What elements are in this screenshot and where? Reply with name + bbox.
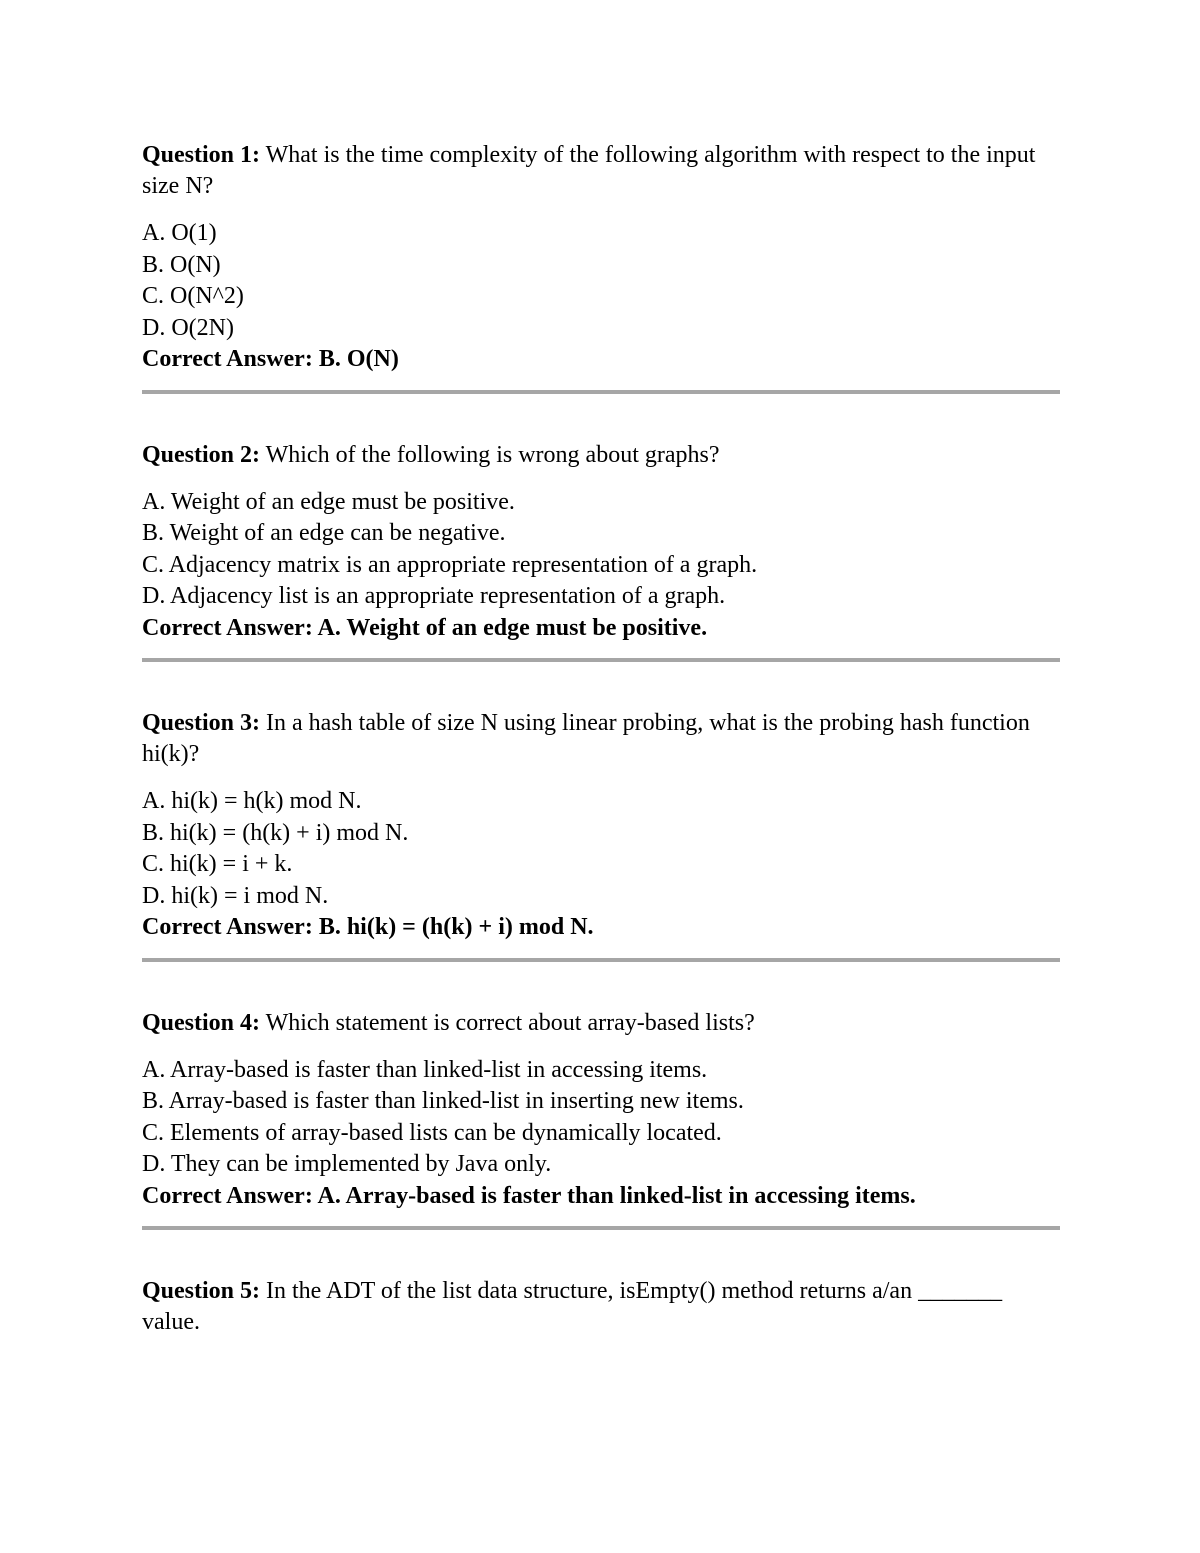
question-4-options bbox=[142, 1055, 1060, 1181]
divider bbox=[142, 390, 1060, 394]
question-2 bbox=[142, 440, 1060, 663]
question-1-option-a: A. O(1) bbox=[142, 220, 217, 246]
question-4-label: Question 4: bbox=[142, 1009, 261, 1036]
question-3-text-line bbox=[142, 708, 1060, 770]
question-2-text: Which of the following is wrong about graphs? bbox=[265, 441, 720, 468]
divider bbox=[142, 958, 1060, 962]
question-4-option-a: A. Array-based is faster than linked-list in accessing items. bbox=[142, 1056, 708, 1083]
question-2-options bbox=[142, 487, 1060, 613]
question-2-option-d: D. Adjacency list is an appropriate representation of a graph. bbox=[142, 583, 726, 609]
question-3-options bbox=[142, 786, 1060, 912]
question-4 bbox=[142, 1008, 1060, 1231]
question-4-option-c: C. Elements of array-based lists can be dynamically located. bbox=[142, 1119, 722, 1146]
question-1-option-c: C. O(N^2) bbox=[142, 283, 244, 309]
question-1-answer: Correct Answer: B. O(N) bbox=[142, 346, 399, 372]
question-2-text-line bbox=[142, 440, 1060, 471]
question-3-option-b: B. hi(k) = (h(k) + i) mod N. bbox=[142, 819, 409, 846]
question-1 bbox=[142, 140, 1060, 394]
question-1-options bbox=[142, 218, 1060, 344]
question-3-label: Question 3: bbox=[142, 710, 261, 736]
question-2-option-c: C. Adjacency matrix is an appropriate representation of a graph. bbox=[142, 551, 758, 578]
question-2-option-b: B. Weight of an edge can be negative. bbox=[142, 520, 506, 546]
question-4-text-line bbox=[142, 1008, 1060, 1039]
question-4-option-d: D. They can be implemented by Java only. bbox=[142, 1151, 552, 1177]
question-3-text: In a hash table of size N using linear probing, what is the probing hash function hi(k)? bbox=[142, 710, 1030, 767]
question-3-option-d: D. hi(k) = i mod N. bbox=[142, 882, 329, 909]
question-2-answer: Correct Answer: A. Weight of an edge must be positive. bbox=[142, 614, 708, 641]
divider bbox=[142, 1226, 1060, 1230]
question-3 bbox=[142, 708, 1060, 962]
question-5-text: In the ADT of the list data structure, isEmpty() method returns a/an _______ value. bbox=[142, 1278, 1003, 1335]
question-5 bbox=[142, 1276, 1060, 1338]
document-page bbox=[142, 140, 1060, 1338]
question-2-option-a: A. Weight of an edge must be positive. bbox=[142, 488, 515, 515]
question-1-text-line bbox=[142, 140, 1060, 202]
question-3-answer: Correct Answer: B. hi(k) = (h(k) + i) mod N. bbox=[142, 914, 594, 940]
question-1-text: What is the time complexity of the following algorithm with respect to the input size N? bbox=[142, 142, 1036, 199]
question-3-option-c: C. hi(k) = i + k. bbox=[142, 851, 293, 877]
question-5-label: Question 5: bbox=[142, 1278, 261, 1304]
question-4-answer: Correct Answer: A. Array-based is faster than linked-list in accessing items. bbox=[142, 1182, 916, 1209]
divider bbox=[142, 658, 1060, 662]
question-5-text-line bbox=[142, 1276, 1060, 1338]
question-4-text: Which statement is correct about array-based lists? bbox=[265, 1009, 755, 1036]
question-3-option-a: A. hi(k) = h(k) mod N. bbox=[142, 788, 362, 814]
question-1-option-d: D. O(2N) bbox=[142, 314, 234, 341]
question-2-label: Question 2: bbox=[142, 441, 261, 468]
question-1-label: Question 1: bbox=[142, 142, 261, 168]
question-1-option-b: B. O(N) bbox=[142, 251, 221, 278]
question-4-option-b: B. Array-based is faster than linked-list in inserting new items. bbox=[142, 1088, 744, 1114]
